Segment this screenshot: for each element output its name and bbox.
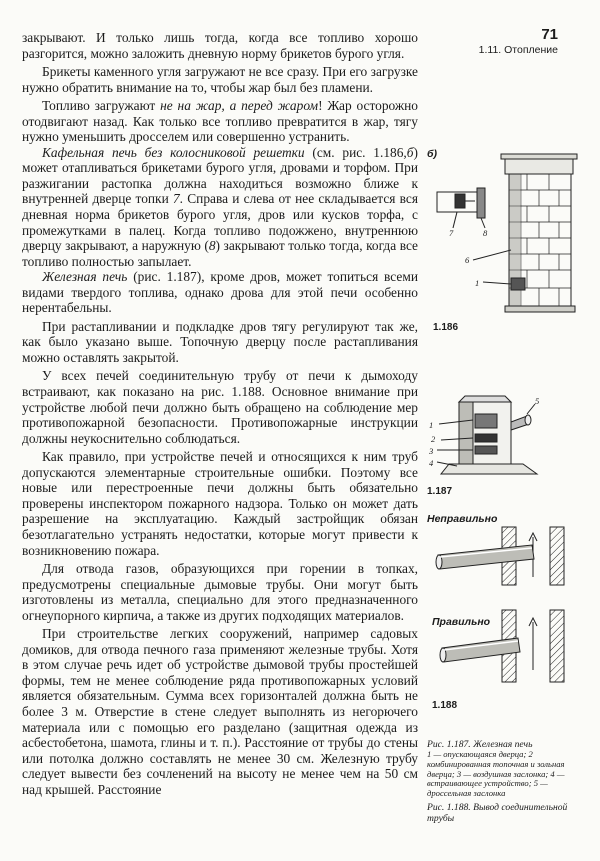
text-run: закрывают. И только лишь тогда, когда все топливо хорошо разгорится, можно заложить дневную норму брикетов бурого угля. [22,30,418,61]
section-title: 1.11. Отопление [478,44,558,56]
paragraph [22,449,418,558]
text-run: У всех печей соединительную трубу от печи к дымоходу встраивают, как показано на рис. 1.188. Основное внимание при устройстве любой печи должно быть обращено на соблюдение мер противопожарной безопасности. Противопожарные инструкции должны неукоснительно соблюдаться. [22,368,418,446]
italic-run: Железная печь [42,269,128,285]
figure-1-187-iron-stove [427,394,587,486]
text-run: При строительстве легких сооружений, например садовых домиков, для отвода печного газа применяют железные трубы. Хотя в этом случае речь идет об устройстве дымовой трубы простейшей формы, тем не менее соблюдение ряда противопожарных условий является обязательным. Сумма всех горизонталей должна быть не более 3 м. Отверстие в стене следует выполнять из негорючего материала или с помощью его разделано (защитная одежда из асбестобетона, шамота, глины и т. п.). Расстояние от трубы до стены или потолка должно составлять не менее 30 см. Железную трубу следует вывести без сочленений на высоту не менее чем на 50 см над крышей. Расстояние [22,626,418,797]
page-header [479,26,558,56]
paragraph [22,30,418,61]
text-run: (см. рис. 1.186, [304,144,407,160]
fig-187-number: 1.187 [427,486,453,497]
italic-run: Кафельная печь без колосниковой решетки [42,144,305,160]
fig-186-number: 1.186 [433,322,459,333]
paragraph [22,64,418,95]
italic-run: 7 [172,191,180,207]
text-run: (рис. 1.187), кроме дров, может топиться всеми видами твердого топлива, однако дрова для этой печи особенно нерентабельны. [22,269,418,316]
caption-187-items: 1 — опускающаяся дверца; 2 комбинированная топочная и зольная дверца; 3 — воздушная заслонка; 4 — встраивающее устройство; 5 — дроссельная заслонка [427,749,565,799]
text-run: ) может отапливаться брикетами бурого угля, дровами и торфом. При разжигании растопка должна находиться возможно ближе к внутренней дверце топки [22,144,418,207]
text-run: Топливо загружают [42,98,161,114]
fig-188-wrong-label: Неправильно [427,513,498,525]
caption-fig-187 [427,739,587,799]
italic-run: б [406,144,414,160]
fig187-callout-3: 3 [429,446,434,456]
fig186-callout-7: 7 [449,228,454,238]
paragraph [22,626,418,797]
figure-1-188-correct-connection [432,606,582,686]
paragraph [22,98,418,145]
italic-run: не на жар, а перед жаром [160,98,319,114]
text-run: ! Жар осторожно отодвигают назад. Как только все топливо превратится в жар, тягу нужно уменьшить дросселем или совершенно устранить. [22,98,419,145]
text-run: При растапливании и подкладке дров тягу регулируют так же, как было указано выше. Топочную дверцу после растапливания можно оставлять закрытой. [22,318,418,365]
main-text-column [22,30,418,797]
text-run: . Справа и слева от нее складывается вся дневная норма брикетов бурого угля, дров или кусков торфа, с промежутками в палец. Когда топливо подожжено, внутреннюю дверцу закрывают, а наружную ( [22,191,418,254]
text-run: Брикеты каменного угля загружают не все сразу. При его загрузке нужно обратить внимание на то, чтобы жар был без пламени. [22,64,418,95]
fig187-callout-2: 2 [431,434,436,444]
fig-188-right-label: Правильно [432,616,491,628]
italic-run: 8 [208,238,216,254]
figure-1-186-tile-stove [427,150,587,320]
paragraph [22,368,418,446]
figure-1-188-wrong-connection [432,525,582,587]
text-run: Как правило, при устройстве печей и относящихся к ним труб допускаются элементарные строительные ошибки. Поэтому все новые или перестроенные печи должны быть обязательно проверены инспектором пожарного надзора. Только он может дать разрешение на эксплуатацию. Каждый застройщик обязан безотлагательно устранять недостатки, которые могут привести к возникновению пожара. [22,449,418,558]
caption-fig-188 [427,802,587,824]
fig186-callout-1: 1 [475,278,480,288]
fig187-callout-4: 4 [429,458,434,468]
fig186-callout-6: 6 [465,255,470,265]
caption-188-title: Рис. 1.188. Вывод соединительной трубы [427,802,568,824]
text-run: Для отвода газов, образующихся при горении в топках, предусмотрены специальные дымовые трубы. Они могут быть изготовлены из металла, специально для этого предназначенного огнеупорного кирпича, а также из других подходящих материалов. [22,561,418,623]
fig187-callout-1: 1 [429,420,434,430]
paragraph [22,269,418,316]
page-number: 71 [541,26,558,43]
paragraph [22,561,418,623]
fig-188-number: 1.188 [432,700,458,711]
caption-187-title: Рис. 1.187. Железная печь [427,739,533,750]
fig187-callout-5: 5 [535,396,540,406]
text-run: ) закрывают только тогда, когда все топливо полностью запылает. [22,238,418,269]
paragraph [22,145,418,269]
fig-186-letter: б) [427,148,437,160]
fig186-callout-8: 8 [483,228,488,238]
paragraph [22,319,418,366]
